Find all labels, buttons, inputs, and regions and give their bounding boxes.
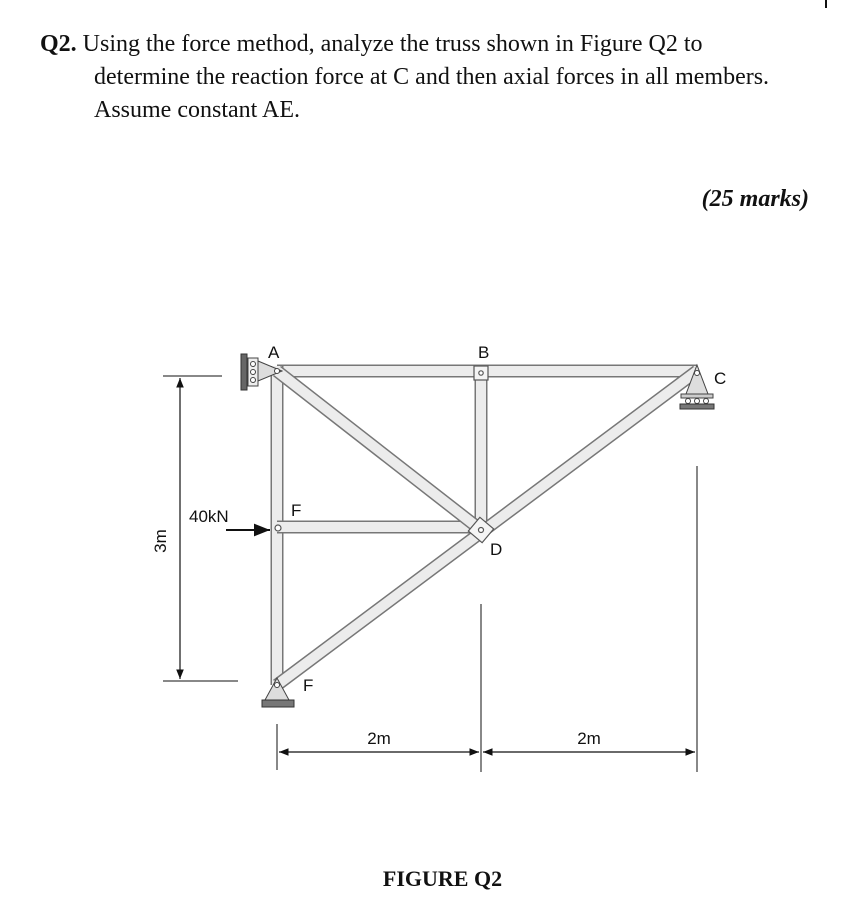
node-label-b: B (478, 343, 490, 362)
support-c-roller-1 (686, 399, 691, 404)
support-c-pin (695, 371, 700, 376)
node-label-a: A (268, 343, 280, 362)
node-label-d: D (490, 540, 503, 559)
support-a-roller-3 (251, 378, 256, 383)
support-e-pin (275, 683, 280, 688)
question-line-3: Assume constant AE. (94, 97, 300, 123)
support-c-roller-2 (695, 399, 700, 404)
dimension-height (163, 376, 238, 681)
support-c-ground (680, 404, 714, 409)
support-a-pin (275, 369, 280, 374)
support-c-plate (681, 394, 713, 398)
support-c-roller-3 (704, 399, 709, 404)
question-line-2: determine the reaction force at C and then axial forces in all members. (94, 64, 770, 90)
dimension-height-label: 3m (151, 529, 170, 553)
support-a-wall (241, 354, 247, 390)
load-label: 40kN (189, 507, 229, 526)
support-a-roller-1 (251, 362, 256, 367)
figure-caption-text: FIGURE Q2 (382, 866, 503, 891)
support-a-roller-2 (251, 370, 256, 375)
marks-label: (25 marks) (701, 186, 809, 212)
joint-b-pin (479, 371, 483, 375)
joint-d-pin (479, 528, 484, 533)
question-number: Q2. (40, 31, 77, 57)
node-label-f-bottom: F (303, 676, 314, 695)
node-label-f-mid: F (291, 501, 302, 520)
support-e-ground (262, 700, 294, 707)
question-line-1-text: Using the force method, analyze the truss shown in Figure Q2 to (82, 31, 703, 57)
member-ad (277, 371, 481, 530)
dimension-span-right-label: 2m (577, 729, 601, 748)
dimension-span-left-label: 2m (367, 729, 391, 748)
joint-f-pin (275, 525, 281, 531)
figure-caption (0, 866, 865, 892)
node-label-c: C (714, 369, 727, 388)
